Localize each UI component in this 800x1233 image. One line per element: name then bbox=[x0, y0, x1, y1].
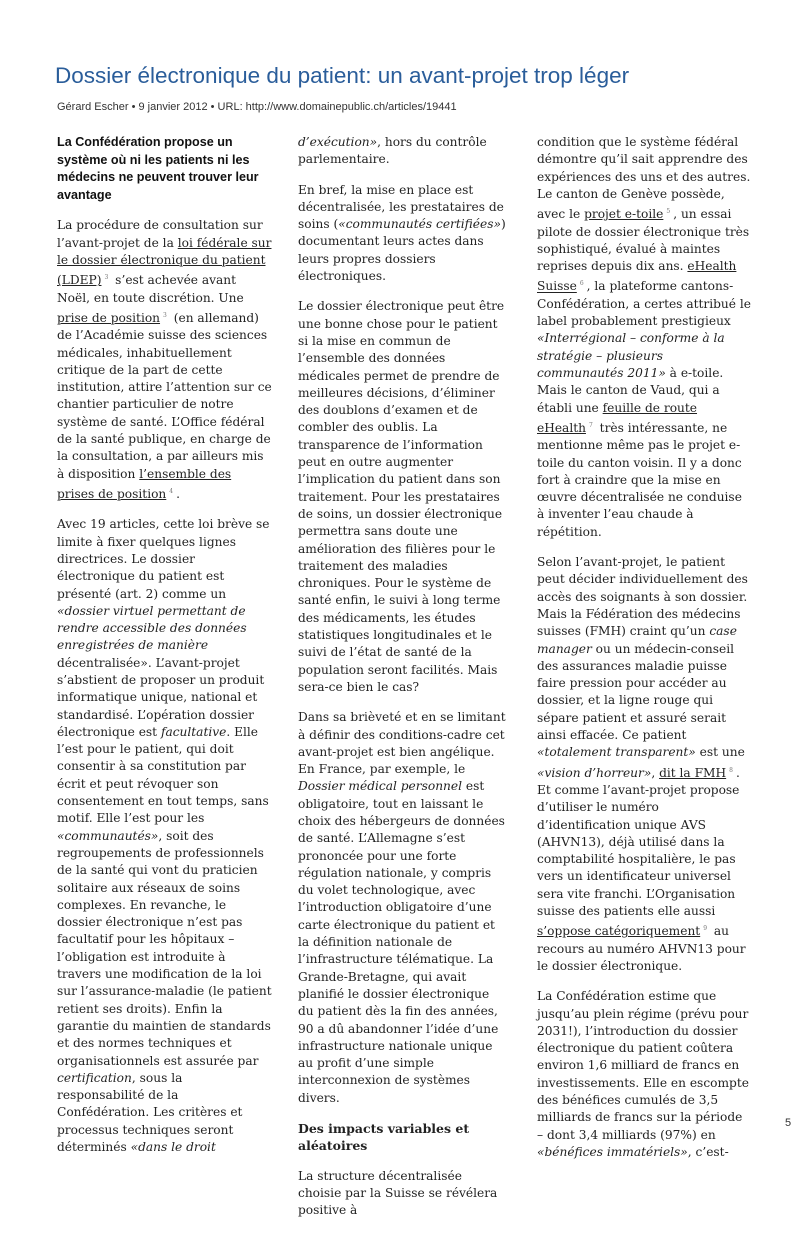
paragraph bbox=[298, 134, 508, 169]
column-2 bbox=[298, 134, 508, 1233]
link-soppose-categoriquement[interactable]: s’oppose catégoriquement bbox=[537, 924, 701, 939]
text: très intéressante, ne mentionne même pas le projet e-toile du canton voisin. Il y a donc fort à craindre que la mise en œuvre décentralisée ne conduise à inventer l’eau chaude à répétition. bbox=[537, 420, 742, 539]
column-3 bbox=[537, 134, 752, 1174]
link-feuille-de-route[interactable]: feuille de route eHealth bbox=[537, 400, 698, 435]
footnote-ref[interactable]: 3 bbox=[104, 274, 109, 282]
link-ehealth-suisse[interactable]: eHealth Suisse bbox=[537, 259, 737, 294]
section-heading: Des impacts variables et aléatoires bbox=[298, 1121, 470, 1154]
footnote-ref[interactable]: 7 bbox=[588, 421, 593, 429]
text: (en allemand) de l’Académie suisse des sciences médicales, inhabituellement critique de la part de cette institution, attire l’attention sur ce chantier particulier de notre système de santé. L’Office fédéral de la santé publique, en charge de la consultation, a par ailleurs mis à disposition bbox=[57, 310, 272, 481]
text: Avec 19 articles, cette loi brève se limite à fixer quelques lignes directrices. Le dossier électronique du patient est présenté (art. 2) comme un bbox=[57, 517, 270, 601]
text: au recours au numéro AHVN13 pour le dossier électronique. bbox=[537, 924, 746, 973]
column-1 bbox=[57, 134, 272, 1169]
text: , la plateforme cantons-Confédération, a certes attribué le label probablement prestigieux bbox=[537, 279, 751, 329]
italic-text: «communautés» bbox=[57, 828, 159, 843]
paragraph bbox=[537, 554, 752, 975]
text: , hors du contrôle parlementaire. bbox=[298, 135, 487, 167]
link-ensemble-prises-de-position[interactable]: l’ensemble des prises de position bbox=[57, 466, 232, 502]
italic-text: «totalement transparent» bbox=[537, 745, 696, 760]
text: , un essai pilote de dossier électronique très sophistiqué, évalué à maintes reprises depuis dix ans. bbox=[537, 207, 750, 274]
paragraph bbox=[298, 709, 508, 1107]
article-title: Dossier électronique du patient: un avant-projet trop léger bbox=[55, 63, 630, 88]
text: La procédure de consultation sur l’avant-projet de la bbox=[57, 218, 263, 250]
text: . bbox=[176, 487, 180, 502]
link-projet-e-toile[interactable]: projet e-toile bbox=[584, 207, 664, 222]
text: condition que le système fédéral démontre qu’il sait apprendre des expériences des uns et des autres. Le canton de Genève possède, avec le bbox=[537, 135, 751, 222]
italic-text: case manager bbox=[537, 624, 737, 656]
footnote-ref[interactable]: 3 bbox=[163, 311, 167, 319]
footnote-ref[interactable]: 8 bbox=[729, 766, 733, 774]
text: Dans sa brièveté et en se limitant à définir des conditions-cadre cet avant-projet est bien angélique. En France, par exemple, le bbox=[298, 710, 506, 777]
italic-text: «dossier virtuel permettant de rendre accessible des données enregistrées de manière bbox=[57, 603, 247, 653]
italic-text: «dans le droit bbox=[130, 1140, 216, 1154]
text: . Et comme l’avant-projet propose d’utiliser le numéro d’identification unique AVS (AHVN13), déjà utilisé dans la comptabilité hospitalière, le pas vers un identificateur universel sera vite franchi. L’Organisation suisse des patients elle aussi bbox=[537, 765, 740, 919]
text: ) documentant leurs actes dans leurs propres dossiers électroniques. bbox=[298, 217, 506, 284]
text: est obligatoire, tout en laissant le choix des hébergeurs de données de santé. L’Allemagne s’est prononcée pour une forte régulation nationale, y compris du volet technologique, avec l’introduction obligatoire d’une carte électronique du patient et la définition nationale de l’infrastructure télématique. La Grande-Bretagne, qui avait planifié le dossier électronique du patient dès la fin des années, 90 a dû abandonner l’idée d’une infrastructure nationale unique au profit d’une simple interconnexion de systèmes divers. bbox=[298, 779, 505, 1105]
paragraph: La structure décentralisée choisie par la Suisse se révélera positive à bbox=[298, 1168, 498, 1218]
footnote-ref[interactable]: 5 bbox=[666, 208, 671, 216]
article-byline: Gérard Escher • 9 janvier 2012 • URL: http://www.domainepublic.ch/articles/19441 bbox=[57, 101, 457, 113]
link-ldep[interactable]: loi fédérale sur le dossier électronique du patient (LDEP) bbox=[57, 235, 272, 288]
text: s’est achevée avant Noël, en toute discrétion. Une bbox=[57, 273, 244, 305]
paragraph: Le dossier électronique peut être une bonne chose pour le patient si la mise en commun de l’ensemble des données médicales permet de prendre de meilleures décisions, d’éliminer des doublons d’examen et de combler des oublis. La transparence de l’information peut en outre augmenter l’implication du patient dans son traitement. Pour les prestataires de soins, un dossier électronique permettra sans doute une amélioration des filières pour le traitement des maladies chroniques. Pour le système de santé enfin, le suivi à long terme des médicaments, les études statistiques longitudinales et le suivi de l’état de santé de la population seront facilités. Mais sera-ce bien le cas? bbox=[298, 299, 505, 694]
italic-text: «vision d’horreur» bbox=[537, 765, 652, 780]
italic-text: d’exécution» bbox=[298, 135, 378, 149]
link-dit-la-fmh[interactable]: dit la FMH bbox=[659, 765, 727, 780]
text: , soit des regroupements de professionnels de la santé qui vont du praticien solitaire aux réseaux de soins complexes. En revanche, le dossier électronique n’est pas facultatif pour les hôpitaux – l’obligation est introduite à travers une modification de la loi sur l’assurance-maladie (le patient retient ses droits). Enfin la garantie du maintien de standards et des normes techniques et organisationnels est assurée par bbox=[57, 828, 272, 1068]
italic-text: facultative bbox=[160, 724, 227, 739]
italic-text: «communautés certifiées» bbox=[338, 217, 501, 232]
text: , c’est- bbox=[687, 1144, 729, 1159]
text: à e-toile. Mais le canton de Vaud, qui a établi une bbox=[537, 365, 724, 415]
text: ou un médecin-conseil des assurances maladie puisse faire pression pour accéder au dossier, et la ligne rouge qui sépare patient et assuré serait ainsi effacée. Ce patient bbox=[537, 641, 735, 742]
paragraph bbox=[57, 217, 272, 503]
text: Selon l’avant-projet, le patient peut décider individuellement des accès des soignants à son dossier. Mais la Fédération des médecins suisses (FMH) craint qu’un bbox=[537, 555, 748, 639]
paragraph bbox=[298, 182, 508, 286]
link-prise-de-position[interactable]: prise de position bbox=[57, 310, 161, 325]
italic-text: «Interrégional – conforme à la stratégie – plusieurs communautés 2011» bbox=[537, 331, 725, 380]
text: , sous la responsabilité de la Confédération. Les critères et processus techniques seront déterminés bbox=[57, 1070, 243, 1154]
paragraph bbox=[537, 134, 752, 541]
footnote-ref[interactable]: 4 bbox=[169, 487, 174, 495]
text: En bref, la mise en place est décentralisée, les prestataires de soins ( bbox=[298, 182, 504, 232]
paragraph bbox=[57, 516, 272, 1156]
italic-text: certification bbox=[57, 1070, 132, 1085]
italic-text: «bénéfices immatériels» bbox=[537, 1144, 688, 1159]
text: est une bbox=[695, 745, 745, 760]
footnote-ref[interactable]: 9 bbox=[703, 925, 708, 933]
text: décentralisée». L’avant-projet s’abstient de proposer un produit informatique unique, national et standardisé. L’opération dossier électronique est bbox=[57, 655, 265, 739]
paragraph bbox=[537, 988, 752, 1161]
article-lead: La Confédération propose un système où ni les patients ni les médecins ne peuvent trouver leur avantage bbox=[57, 135, 259, 202]
text: . Elle l’est pour le patient, qui doit consentir à sa constitution par écrit et peut révoquer son consentement en tout temps, sans motif. Elle l’est pour les bbox=[57, 724, 269, 826]
text: , bbox=[651, 765, 660, 780]
italic-text: Dossier médical personnel bbox=[298, 779, 463, 794]
footnote-ref[interactable]: 6 bbox=[579, 280, 584, 288]
page-number: 5 bbox=[785, 1117, 792, 1129]
text: La Confédération estime que jusqu’au plein régime (prévu pour 2031!), l’introduction du dossier électronique du patient coûtera environ 1,6 milliard de francs en investissements. Elle en escompte des bénéfices cumulés de 3,5 milliards de francs sur la période – dont 3,4 milliards (97%) en bbox=[537, 989, 749, 1142]
